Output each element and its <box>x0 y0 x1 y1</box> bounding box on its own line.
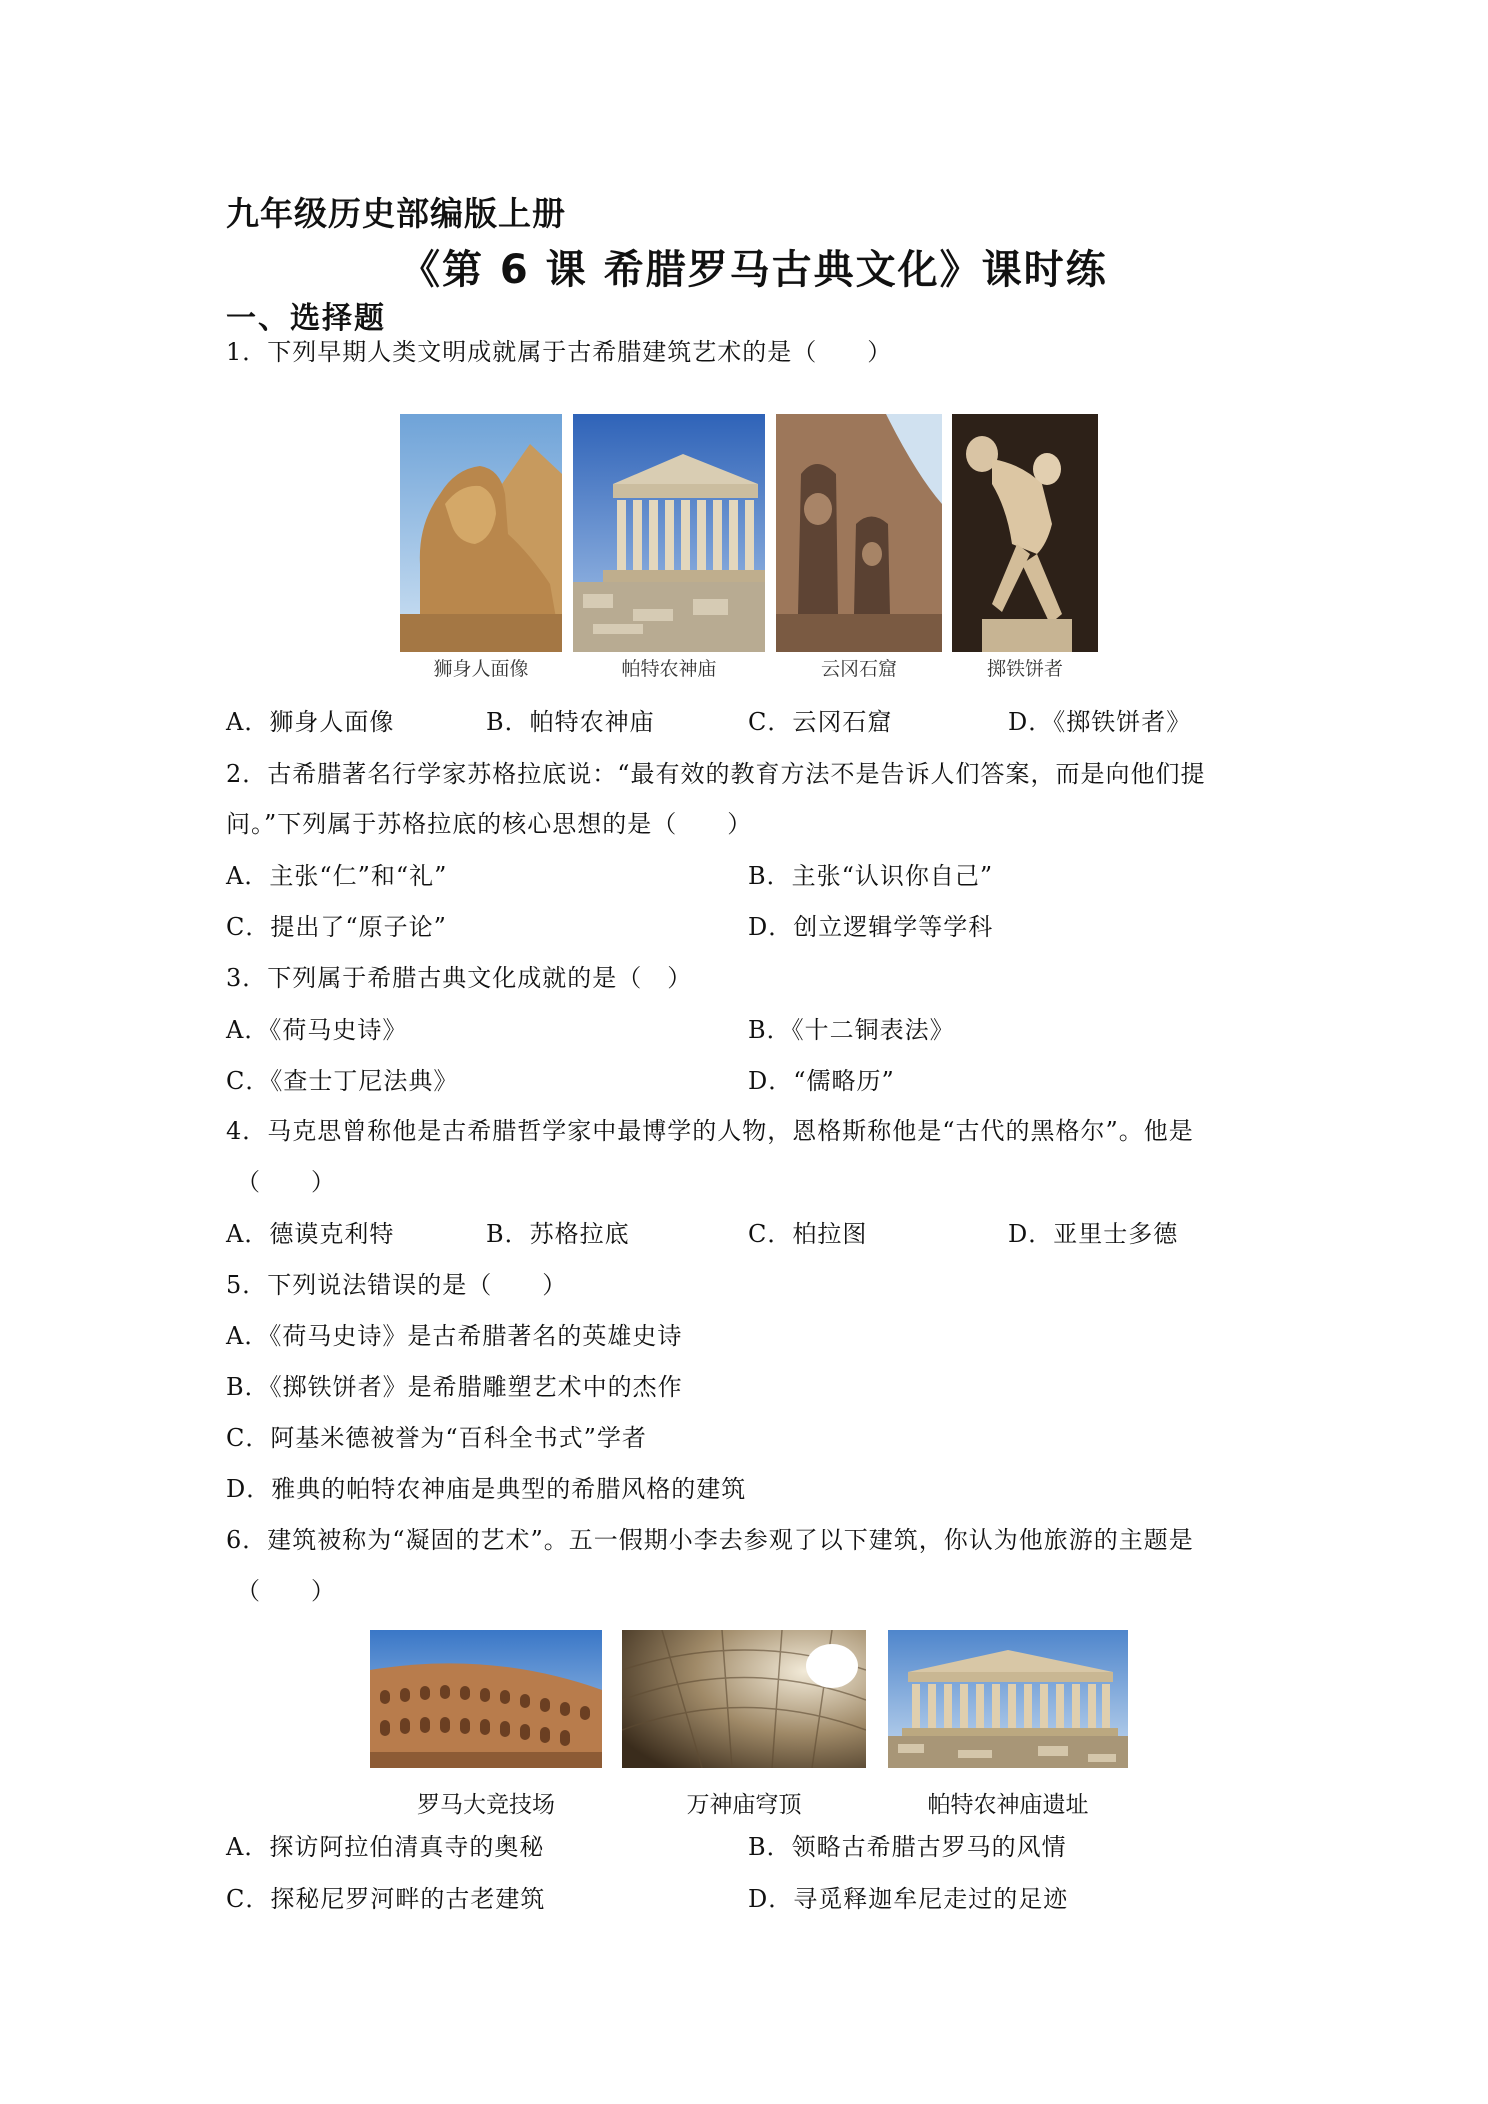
option-c: C．提出了“原子论” <box>226 913 447 941</box>
option-b: B．领略古希腊古罗马的风情 <box>748 1833 1067 1861</box>
image-caption: 云冈石窟 <box>820 658 897 680</box>
image-caption: 帕特农神庙遗址 <box>927 1792 1089 1818</box>
question-6-stem-cont: （ ） <box>236 1577 336 1605</box>
question-1-stem: 1．下列早期人类文明成就属于古希腊建筑艺术的是（ ） <box>226 338 893 366</box>
option-d: D．雅典的帕特农神庙是典型的希腊风格的建筑 <box>226 1475 747 1503</box>
option-b: B．帕特农神庙 <box>486 708 655 736</box>
option-d: D．寻觅释迦牟尼走过的足迹 <box>748 1885 1069 1913</box>
image-caption: 狮身人面像 <box>433 658 529 680</box>
image-caption: 帕特农神庙 <box>621 658 717 680</box>
option-c: C．柏拉图 <box>748 1220 868 1248</box>
option-b: B．《十二铜表法》 <box>748 1016 955 1044</box>
image-caption: 掷铁饼者 <box>986 658 1063 680</box>
image-caption: 罗马大竞技场 <box>417 1792 555 1818</box>
option-d: D．《掷铁饼者》 <box>1008 708 1192 736</box>
parthenon-image <box>573 414 765 652</box>
image-caption: 万神庙穹顶 <box>686 1792 802 1818</box>
question-5-stem: 5．下列说法错误的是（ ） <box>226 1271 568 1299</box>
option-a: A．《荷马史诗》 <box>226 1016 408 1044</box>
question-4-stem: 4．马克思曾称他是古希腊哲学家中最博学的人物，恩格斯称他是“古代的黑格尔”。他是 <box>226 1117 1194 1145</box>
yungang-grottoes-image <box>776 414 942 652</box>
grade-title: 九年级历史部编版上册 <box>226 194 566 233</box>
sphinx-image <box>400 414 562 652</box>
option-d: D．亚里士多德 <box>1008 1220 1179 1248</box>
question-3-stem: 3．下列属于希腊古典文化成就的是（ ） <box>226 964 693 992</box>
option-c: C．阿基米德被誉为“百科全书式”学者 <box>226 1424 647 1452</box>
option-d: D．创立逻辑学等学科 <box>748 913 994 941</box>
question-2-stem: 2．古希腊著名行学家苏格拉底说：“最有效的教育方法不是告诉人们答案，而是向他们提 <box>226 760 1206 788</box>
discobolus-image <box>952 414 1098 652</box>
colosseum-image <box>370 1630 602 1768</box>
option-a: A．探访阿拉伯清真寺的奥秘 <box>226 1833 545 1861</box>
option-a: A．《荷马史诗》是古希腊著名的英雄史诗 <box>226 1322 683 1350</box>
section-title: 一、选择题 <box>226 301 386 336</box>
option-c: C．云冈石窟 <box>748 708 893 736</box>
question-6-stem: 6．建筑被称为“凝固的艺术”。五一假期小李去参观了以下建筑，你认为他旅游的主题是 <box>226 1526 1194 1554</box>
option-b: B．苏格拉底 <box>486 1220 630 1248</box>
option-d: D．“儒略历” <box>748 1067 895 1095</box>
option-b: B．《掷铁饼者》是希腊雕塑艺术中的杰作 <box>226 1373 683 1401</box>
pantheon-dome-image <box>622 1630 866 1768</box>
option-a: A．德谟克利特 <box>226 1220 395 1248</box>
question-2-stem-cont: 问。”下列属于苏格拉底的核心思想的是（ ） <box>226 810 753 838</box>
parthenon-ruins-image <box>888 1630 1128 1768</box>
option-a: A．狮身人面像 <box>226 708 395 736</box>
option-c: C．探秘尼罗河畔的古老建筑 <box>226 1885 546 1913</box>
option-b: B．主张“认识你自己” <box>748 862 994 890</box>
question-4-stem-cont: （ ） <box>236 1168 336 1196</box>
option-c: C．《查士丁尼法典》 <box>226 1067 459 1095</box>
option-a: A．主张“仁”和“礼” <box>226 862 448 890</box>
lesson-title: 《第 6 课 希腊罗马古典文化》课时练 <box>400 247 1108 293</box>
